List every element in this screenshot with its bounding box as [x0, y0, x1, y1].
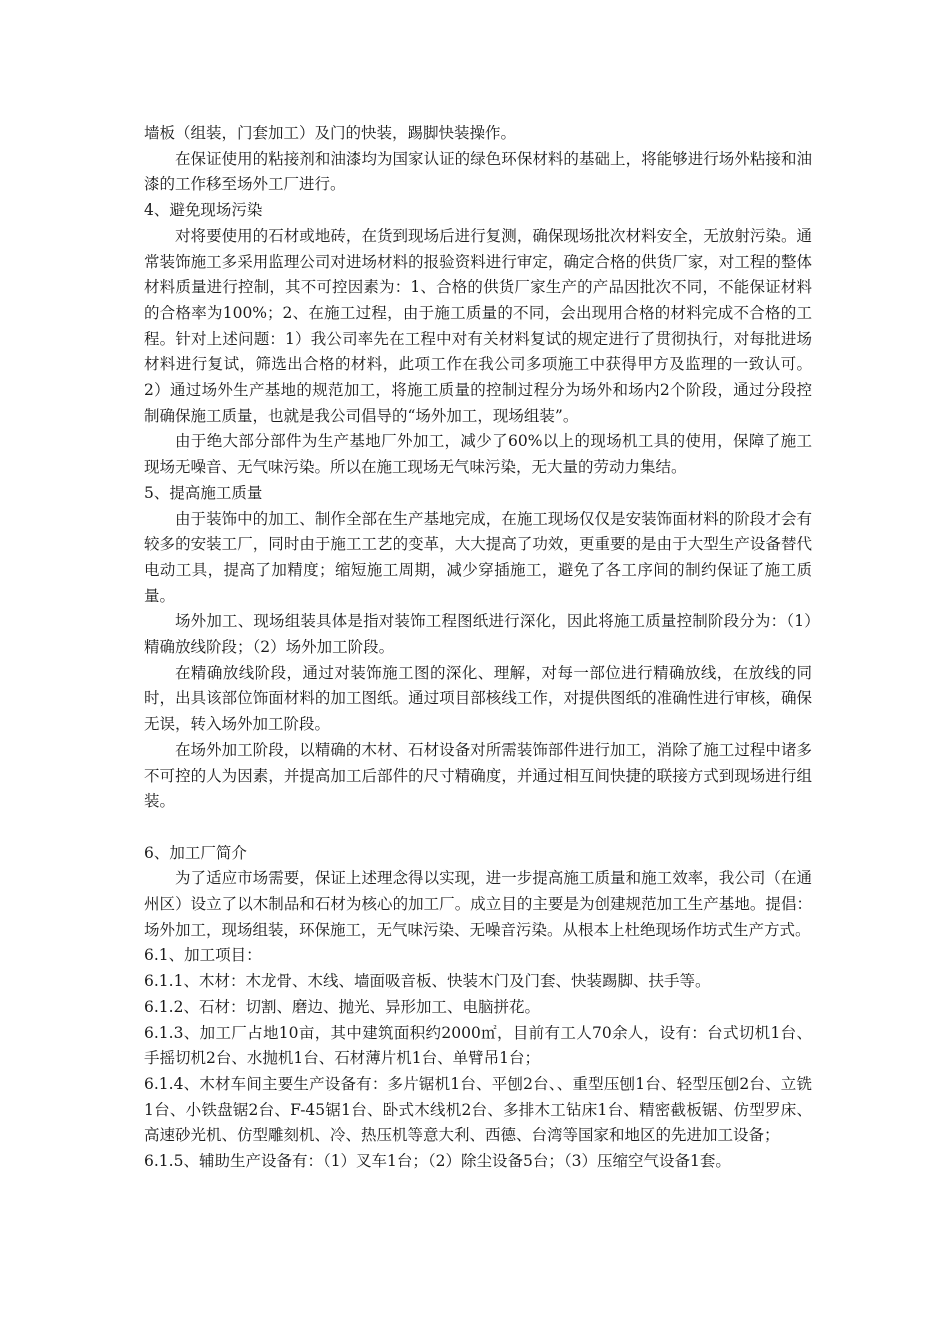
- list-item-wood: 6.1.1、木材：木龙骨、木线、墙面吸音板、快装木门及门套、快装踢脚、扶手等。: [144, 972, 711, 991]
- heading-factory-intro: 6、加工厂简介: [144, 843, 247, 862]
- paragraph-material-retesting: 对将要使用的石材或地砖，在货到现场后进行复测，确保现场批次材料安全，无放射污染。通常装饰施工多采用监理公司对进场材料的报验资料进行审定，确定合格的供货厂家，对工程的整体材料质量进行控制，其不可控因素为：1、合格的供货厂家生产的产品因批次不同，不能保证材料的合格率为100%；2、在施工过程，由于施工质量的不同，会出现用合格的材料完成不合格的工程。针对上述问题：1）我公司率先在工程中对有关材料复试的规定进行了贯彻执行，对每批进场材料进行复试，筛选出合格的材料，此项工作在我公司多项施工中获得甲方及监理的一致认可。2）通过场外生产基地的规范加工，将施工质量的控制过程分为场外和场内2个阶段，通过分段控制确保施工质量，也就是我公司倡导的“场外加工，现场组装”。: [144, 226, 812, 425]
- paragraph-wall-panel-assembly: 墙板（组装，门套加工）及门的快装，踢脚快装操作。: [144, 124, 517, 142]
- paragraph-noise-reduction: 由于绝大部分部件为生产基地厂外加工，减少了60%以上的现场机工具的使用，保障了施工现场无噪音、无气味污染。所以在施工现场无气味污染，无大量的劳动力集结。: [144, 432, 812, 477]
- paragraph-factory-purpose: 为了适应市场需要，保证上述理念得以实现，进一步提高施工质量和施工效率，我公司（在通州区）设立了以木制品和石材为核心的加工厂。成立目的主要是为创建规范加工生产基地。提倡：场外加工，现场组装，环保施工，无气味污染、无噪音污染。从根本上杜绝现场作坊式生产方式。: [144, 869, 812, 939]
- paragraph-precise-layout: 在精确放线阶段，通过对装饰施工图的深化、理解，对每一部位进行精确放线，在放线的同时，出具该部位饰面材料的加工图纸。通过项目部核线工作，对提供图纸的准确性进行审核，确保无误，转入场外加工阶段。: [144, 663, 812, 734]
- list-item-stone: 6.1.2、石材：切割、磨边、抛光、异形加工、电脑拼花。: [144, 997, 540, 1016]
- paragraph-offsite-processing: 在场外加工阶段，以精确的木材、石材设备对所需装饰部件进行加工，消除了施工过程中诸多不可控的人为因素，并提高加工后部件的尺寸精确度，并通过相互间快捷的联接方式到现场进行组装。: [144, 740, 812, 811]
- list-item-wood-equipment: 6.1.4、木材车间主要生产设备有：多片锯机1台、平刨2台、、重型压刨1台、轻型压刨2台、立铣1台、小铁盘锯2台、F-45锯1台、卧式木线机2台、多排木工钻床1台、精密截板锯、仿型罗床、高速砂光机、仿型雕刻机、冷、热压机等意大利、西德、台湾等国家和地区的先进加工设备；: [144, 1075, 812, 1145]
- paragraph-production-base: 由于装饰中的加工、制作全部在生产基地完成，在施工现场仅仅是安装饰面材料的阶段才会有较多的安装工厂，同时由于施工工艺的变革，大大提高了功效，更重要的是由于大型生产设备替代电动工具，提高了加精度；缩短施工周期，减少穿插施工，避免了各工序间的制约保证了施工质量。: [144, 509, 812, 605]
- paragraph-quality-stages: 场外加工、现场组装具体是指对装饰工程图纸进行深化，因此将施工质量控制阶段分为：（1）精确放线阶段；（2）场外加工阶段。: [144, 612, 812, 657]
- list-item-factory-area: 6.1.3、加工厂占地10亩，其中建筑面积约2000㎡，目前有工人70余人，设有：台式切机1台、手摇切机2台、水抛机1台、石材薄片机1台、单臂吊1台；: [144, 1023, 812, 1068]
- blank-line: [144, 815, 812, 841]
- heading-improve-quality: 5、提高施工质量: [144, 483, 263, 502]
- document-body: [144, 121, 812, 1175]
- heading-processing-items: 6.1、加工项目：: [144, 946, 262, 965]
- list-item-auxiliary-equipment: 6.1.5、辅助生产设备有：（1）叉车1台；（2）除尘设备5台；（3）压缩空气设备1套。: [144, 1152, 731, 1171]
- heading-avoid-pollution: 4、避免现场污染: [144, 201, 263, 220]
- paragraph-offsite-gluing: 在保证使用的粘接剂和油漆均为国家认证的绿色环保材料的基础上，将能够进行场外粘接和油漆的工作移至场外工厂进行。: [144, 149, 812, 194]
